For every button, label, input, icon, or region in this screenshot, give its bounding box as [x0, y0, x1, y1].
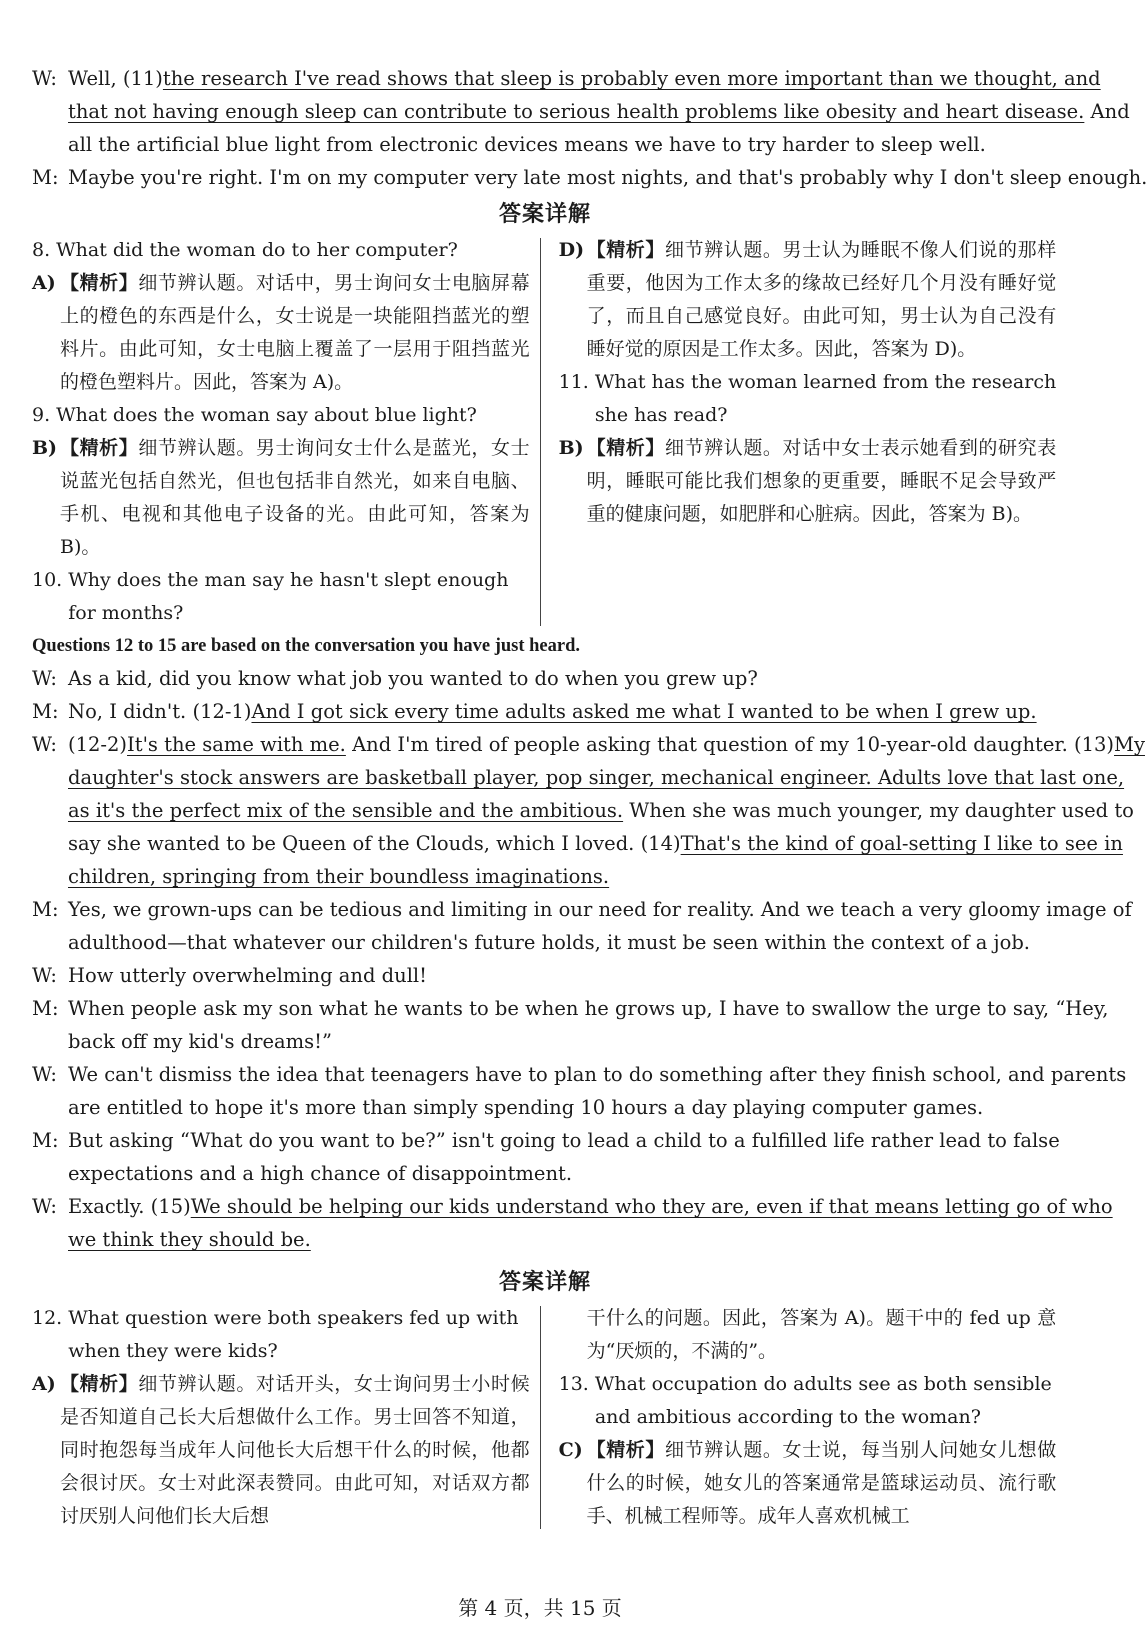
speaker-tag: W:: [32, 1195, 57, 1218]
plain-text: When people ask my son what he wants to be when he grows up, I have to swallow the urge to say, “Hey,: [68, 997, 1109, 1020]
dialog-line: [32, 1025, 1058, 1058]
dialog-line: [32, 992, 1109, 1025]
answer-body: [60, 432, 530, 564]
dialog-line: [32, 128, 1058, 161]
answer-column-left: [32, 1302, 540, 1533]
dialog-line: [32, 926, 1058, 959]
plain-text: We can't dismiss the idea that teenagers have to plan to do something after they finish school, and parents: [68, 1063, 1127, 1086]
line-text: [68, 128, 1058, 161]
speaker-tag: [32, 827, 68, 860]
question-number: 9.: [32, 404, 51, 426]
dialog-line: [32, 959, 1058, 992]
line-text: [68, 860, 1058, 893]
plain-text: But asking “What do you want to be?” isn't going to lead a child to a fulfilled life rather lead to false: [68, 1129, 1060, 1152]
dialog-line: [32, 161, 1147, 194]
speaker-tag: W:: [32, 67, 57, 90]
answer-item: [559, 432, 1057, 531]
answer-heading-2: 答案详解: [498, 1270, 591, 1295]
analysis-text: 细节辨认题。对话中，男士询问女士电脑屏幕上的橙色的东西是什么，女士说是一块能阻挡蓝光的塑料片。由此可知，女士电脑上覆盖了一层用于阻挡蓝光的橙色塑料片。因此，答案为 A)。: [60, 272, 530, 393]
analysis-text: 细节辨认题。男士认为睡眠不像人们说的那样重要，他因为工作太多的缘故已经好几个月没有睡好觉了，而且自己感觉良好。由此可知，男士认为自己没有睡好觉的原因是工作太多。因此，答案为 D)。: [586, 239, 1057, 360]
plain-text: No, I didn't. (12-1): [68, 700, 252, 723]
plain-text: When she was much younger, my daughter used to: [623, 799, 1134, 822]
speaker-tag: W:: [32, 667, 57, 690]
answer-continuation: [559, 1302, 1057, 1368]
plain-text: back off my kid's dreams!”: [68, 1030, 332, 1053]
speaker-tag: [32, 1025, 68, 1058]
line-text: [68, 662, 1058, 695]
question-text: What did the woman do to her computer?: [56, 239, 458, 261]
underlined-text: as it's the perfect mix of the sensible and the ambitious.: [68, 799, 624, 822]
plain-text: (12-2): [68, 733, 128, 756]
underlined-text: That's the kind of goal-setting I like to see in: [680, 832, 1123, 855]
plain-text: As a kid, did you know what job you wanted to do when you grew up?: [68, 667, 758, 690]
analysis-tag: 【精析】: [60, 1373, 139, 1395]
analysis-text: 干什么的问题。因此，答案为 A)。题干中的 fed up 意为“厌烦的，不满的”。: [586, 1307, 1057, 1362]
answer-item: [559, 1434, 1057, 1533]
answer-letter: D): [558, 239, 585, 261]
answer-item: [32, 267, 530, 399]
line-text: [68, 926, 1058, 959]
line-text: [68, 827, 1123, 860]
line-text: [68, 95, 1130, 128]
question-text: What does the woman say about blue light?: [56, 404, 477, 426]
answer-body: [60, 267, 530, 399]
question-text: Why does the man say he hasn't slept enough for months?: [68, 569, 509, 624]
answer-letter: C): [558, 1439, 583, 1461]
speaker-tag: [32, 95, 68, 128]
underlined-text: And I got sick every time adults asked me what I wanted to be when I grew up.: [251, 700, 1037, 723]
question-number: 12.: [32, 1307, 63, 1329]
answer-body: [60, 1368, 530, 1533]
plain-text: are entitled to hope it's more than simply spending 10 hours a day playing computer games.: [68, 1096, 984, 1119]
question-number: 8.: [32, 239, 51, 261]
question-item: [32, 399, 530, 432]
answer-item: [32, 1368, 530, 1533]
dialog-line: [32, 794, 1134, 827]
dialog-part-2: [32, 662, 1145, 1256]
answer-letter: B): [32, 437, 58, 459]
speaker-tag: M:: [32, 166, 59, 189]
line-text: [68, 1190, 1113, 1223]
speaker-tag: [32, 761, 68, 794]
answer-section-1: [32, 234, 1058, 630]
analysis-text: 细节辨认题。女士说，每当别人问她女儿想做什么的时候，她女儿的答案通常是篮球运动员、流行歌手、机械工程师等。成年人喜欢机械工: [586, 1439, 1057, 1527]
answer-letter: A): [32, 1373, 56, 1395]
analysis-text: 细节辨认题。对话中女士表示她看到的研究表明，睡眠可能比我们想象的更重要，睡眠不足会导致严重的健康问题，如肥胖和心脏病。因此，答案为 B)。: [586, 437, 1057, 525]
question-item: [559, 1368, 1057, 1434]
question-text: What occupation do adults see as both sensible and ambitious according to the woman?: [594, 1373, 1052, 1428]
speaker-tag: [32, 1091, 68, 1124]
plain-text: And: [1084, 100, 1130, 123]
analysis-tag: 【精析】: [60, 272, 139, 294]
plain-text: And I'm tired of people asking that question of my 10-year-old daughter. (13): [345, 733, 1114, 756]
line-text: [68, 959, 1058, 992]
underlined-text: It's the same with me.: [127, 733, 346, 756]
answer-body: [587, 234, 1057, 366]
analysis-tag: 【精析】: [586, 1439, 665, 1461]
plain-text: adulthood—that whatever our children's future holds, it must be seen within the context of a job.: [68, 931, 1030, 954]
dialog-line: [32, 827, 1123, 860]
dialog-line: [32, 761, 1125, 794]
dialog-line: [32, 1190, 1113, 1223]
analysis-tag: 【精析】: [60, 437, 139, 459]
line-text: [68, 1157, 1058, 1190]
plain-text: Maybe you're right. I'm on my computer very late most nights, and that's probably why I don't sleep enough.: [68, 166, 1147, 189]
answer-column-right: [541, 234, 1057, 630]
speaker-tag: [32, 128, 68, 161]
line-text: [68, 794, 1134, 827]
plain-text: Well, (11): [68, 67, 163, 90]
answer-column-left: [32, 234, 540, 630]
speaker-tag: [32, 794, 68, 827]
dialog-line: [32, 1157, 1058, 1190]
answer-body: [587, 1434, 1057, 1533]
analysis-tag: 【精析】: [586, 437, 665, 459]
analysis-text: 细节辨认题。对话开头，女士询问男士小时候是否知道自己长大后想做什么工作。男士回答不知道，同时抱怨每当成年人问他长大后想干什么的时候，他都会很讨厌。女士对此深表赞同。由此可知，对话双方都讨厌别人问他们长大后想: [60, 1373, 530, 1527]
underlined-text: that not having enough sleep can contribute to serious health problems like obesity and heart disease.: [68, 100, 1085, 123]
dialog-line: [32, 95, 1130, 128]
answer-item: [559, 234, 1057, 366]
dialog-line: [32, 1124, 1058, 1157]
speaker-tag: [32, 860, 68, 893]
underlined-text: daughter's stock answers are basketball player, pop singer, mechanical engineer. Adults love that last one,: [68, 766, 1125, 789]
underlined-text: My: [1114, 733, 1145, 756]
questions-heading: Questions 12 to 15 are based on the conversation you have just heard.: [32, 636, 580, 656]
question-number: 13.: [558, 1373, 589, 1395]
dialog-line: [32, 1058, 1127, 1091]
analysis-tag: 【精析】: [586, 239, 665, 261]
speaker-tag: W:: [32, 733, 57, 756]
speaker-tag: [32, 926, 68, 959]
speaker-tag: M:: [32, 898, 59, 921]
underlined-text: We should be helping our kids understand who they are, even if that means letting go of who: [190, 1195, 1113, 1218]
question-text: What question were both speakers fed up with when they were kids?: [68, 1307, 519, 1362]
answer-section-2: [32, 1302, 1058, 1533]
underlined-text: children, springing from their boundless imaginations.: [68, 865, 610, 888]
question-item: [559, 366, 1057, 432]
line-text: [68, 161, 1147, 194]
page-footer: 第 4 页，共 15 页: [458, 1596, 622, 1620]
dialog-line: [32, 860, 1058, 893]
dialog-line: [32, 893, 1132, 926]
line-text: [68, 992, 1108, 1025]
speaker-tag: M:: [32, 700, 59, 723]
answer-letter: [559, 1302, 587, 1368]
line-text: [68, 1025, 1058, 1058]
speaker-tag: M:: [32, 997, 59, 1020]
question-item: [32, 564, 530, 630]
line-text: [68, 1091, 1058, 1124]
question-number: 11.: [558, 371, 589, 393]
line-text: [68, 1223, 1058, 1256]
answer-column-right: [541, 1302, 1057, 1533]
dialog-line: [32, 62, 1101, 95]
speaker-tag: M:: [32, 1129, 59, 1152]
question-number: 10.: [32, 569, 63, 591]
answer-letter: A): [32, 272, 56, 294]
underlined-text: we think they should be.: [68, 1228, 311, 1251]
answer-item: [32, 432, 530, 564]
answer-heading-1: 答案详解: [498, 202, 591, 227]
line-text: [68, 761, 1124, 794]
line-text: [68, 728, 1145, 761]
question-item: [32, 234, 530, 267]
dialog-line: [32, 695, 1058, 728]
analysis-text: 细节辨认题。男士询问女士什么是蓝光，女士说蓝光包括自然光，但也包括非自然光，如来自电脑、手机、电视和其他电子设备的光。由此可知，答案为 B)。: [60, 437, 530, 558]
dialog-line: [32, 1091, 1058, 1124]
dialog-line: [32, 662, 1058, 695]
plain-text: all the artificial blue light from electronic devices means we have to try harder to sleep well.: [68, 133, 986, 156]
plain-text: say she wanted to be Queen of the Clouds, which I loved. (14): [68, 832, 681, 855]
dialog-line: [32, 1223, 1058, 1256]
plain-text: How utterly overwhelming and dull!: [68, 964, 428, 987]
question-text: What has the woman learned from the research she has read?: [594, 371, 1057, 426]
line-text: [68, 1124, 1060, 1157]
speaker-tag: [32, 1157, 68, 1190]
underlined-text: the research I've read shows that sleep is probably even more important than we thought, and: [162, 67, 1101, 90]
answer-body: [587, 432, 1057, 531]
answer-letter: B): [558, 437, 584, 459]
speaker-tag: [32, 1223, 68, 1256]
line-text: [68, 695, 1058, 728]
dialog-line: [32, 728, 1145, 761]
line-text: [68, 1058, 1126, 1091]
plain-text: expectations and a high chance of disappointment.: [68, 1162, 573, 1185]
speaker-tag: W:: [32, 964, 57, 987]
plain-text: Yes, we grown-ups can be tedious and limiting in our need for reality. And we teach a very gloomy image of: [68, 898, 1132, 921]
plain-text: Exactly. (15): [68, 1195, 191, 1218]
line-text: [68, 62, 1101, 95]
question-item: [32, 1302, 530, 1368]
speaker-tag: W:: [32, 1063, 57, 1086]
dialog-part-1: [32, 62, 1147, 194]
line-text: [68, 893, 1132, 926]
